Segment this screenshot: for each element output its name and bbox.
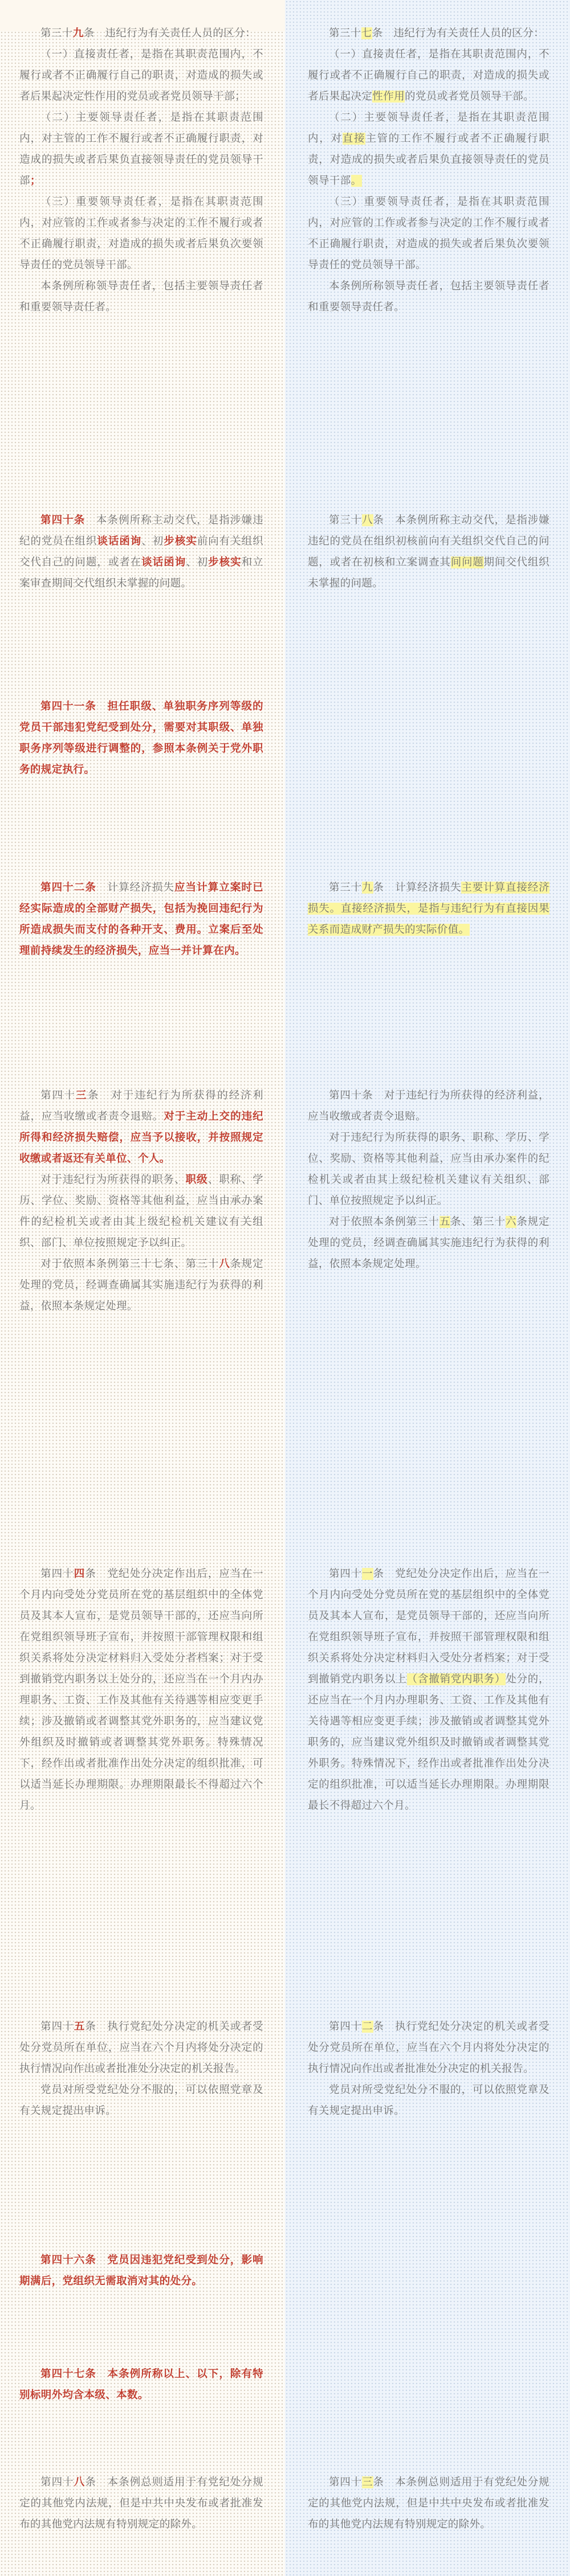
changed-number: 八 bbox=[74, 2476, 85, 2488]
paragraph bbox=[19, 1169, 263, 1254]
article-number-prefix: 第四十 bbox=[40, 1090, 76, 1101]
paragraph-text: 处分的，还应当在一个月内办理职务、工资、工作及其他有关待遇等相应变更手续；涉及撤销或者调整其党外职务的，应当建议党外组织及时撤销或者调整其党外职务。特殊情况下，经作出或者批准作出处分决定的组织批准，可以适当延长办理期限。办理期限最长不得超过六个月。 bbox=[308, 1673, 549, 1812]
right-article-38 bbox=[285, 510, 570, 594]
changed-text: 应当计算立案时已经实际造成的全部财产损失，包括为挽回违纪行为所造成损失而支付的各种开支、费用。立案后至处理前持续发生的经济损失，应当一并计算在内。 bbox=[19, 882, 263, 957]
paragraph bbox=[19, 1563, 263, 1816]
changed-text: 谈话函询 bbox=[141, 556, 186, 568]
changed-number: 三 bbox=[76, 1090, 88, 1101]
left-article-39 bbox=[0, 23, 285, 318]
article-heading-paragraph bbox=[19, 23, 263, 44]
left-article-42 bbox=[0, 877, 285, 961]
left-article-44 bbox=[0, 1563, 285, 1816]
paragraph-text: 条 计算经济损失 bbox=[373, 882, 462, 894]
added-paragraph: 第四十六条 党员因违犯党纪受到处分，影响期满后，党组织无需取消对其的处分。 bbox=[19, 2254, 263, 2287]
article-number-prefix: 第三十 bbox=[329, 882, 363, 894]
paragraph bbox=[308, 23, 549, 44]
paragraph-text: 、职称、学历、学位、奖励、资格等其他利益，应当由承办案件的纪检机关或者由其上级纪检机关建议有关组织、部门、单位按照规定予以纠正。 bbox=[19, 1174, 263, 1249]
paragraph bbox=[308, 44, 549, 107]
paragraph: 本条例所称领导责任者，包括主要领导责任者和重要领导责任者。 bbox=[19, 280, 263, 313]
article-number-prefix: 第四十 bbox=[40, 2021, 74, 2033]
changed-text: 步核实 bbox=[208, 556, 242, 568]
changed-number: 七 bbox=[361, 27, 372, 39]
left-article-40 bbox=[0, 510, 285, 594]
paragraph: 党员对所受党纪处分不服的，可以依照党章及有关规定提出申诉。 bbox=[19, 2084, 263, 2117]
right-article-39 bbox=[285, 877, 570, 940]
paragraph bbox=[308, 877, 549, 940]
paragraph-text: 条 执行党纪处分决定的机关或者受处分党员所在单位，应当在六个月内将处分决定的执行情况向作出或者批准处分决定的机关报告。 bbox=[19, 2021, 264, 2075]
paragraph-text: 和立案审查期间交代组织未掌握的问题。 bbox=[19, 556, 263, 589]
paragraph bbox=[308, 2016, 549, 2079]
highlighted-text: 性作用 bbox=[372, 91, 405, 103]
paragraph-text: 对于依照本条例第三十七条 bbox=[40, 1258, 174, 1270]
article-heading-text: 条 违纪行为有关责任人员的区分： bbox=[372, 27, 545, 39]
paragraph bbox=[308, 2472, 549, 2535]
right-article-42 bbox=[285, 2016, 570, 2122]
paragraph-text: （二）主要领导责任者，是指在其职责范围内，对主管的工作不履行或者不正确履行职责，对造成的损失或者后果负直接领导责任的党员领导干部 bbox=[19, 112, 263, 187]
highlighted-text: 直接 bbox=[342, 133, 366, 145]
paragraph-text: 对于违纪行为所获得的职务、 bbox=[40, 1174, 186, 1186]
right-article-43 bbox=[285, 2472, 570, 2535]
left-article-41 bbox=[0, 696, 285, 780]
article-heading-text: 条 违纪行为有关责任人员的区分： bbox=[83, 27, 256, 39]
paragraph-text: 、初 bbox=[186, 556, 209, 568]
paragraph-text: 主管的工作不履行或者不正确履行职责，对造成的损失或者后果负直接领导责任的党员领导干部 bbox=[308, 133, 549, 187]
paragraph-text: 对于依照本条例第三十 bbox=[329, 1216, 439, 1228]
paragraph-text: 条 执行党纪处分决定的机关或者受处分党员所在单位，应当在六个月内将处分决定的执行情况向作出或者批准处分决定的机关报告。 bbox=[308, 2021, 549, 2075]
changed-number: 五 bbox=[439, 1216, 451, 1228]
article-number-prefix: 第四十 bbox=[329, 1568, 363, 1580]
paragraph-text: 、初 bbox=[141, 535, 164, 547]
paragraph-text: 条 党纪处分决定作出后，应当在一个月内向受处分党员所在党的基层组织中的全体党员及其本人宣布，是党员领导干部的，还应当向所在党组织领导班子宣布，并按照干部管理权限和组织关系将处分决定材料归入受处分者档案；对于受到撤销党内职务以上处分的，还应当在一个月内办理职务、工资、工作及其他有关待遇等相应变更手续；涉及撤销或者调整其党外职务的，应当建议党外组织及时撤销或者调整其党外职务。特殊情况下，经作出或者批准作出处分决定的组织批准，可以适当延长办理期限。办理期限最长不得超过六个月。 bbox=[19, 1568, 264, 1812]
left-article-48 bbox=[0, 2472, 285, 2535]
left-article-46 bbox=[0, 2250, 285, 2292]
changed-number: 四 bbox=[74, 1568, 85, 1580]
article-number: 第四十二条 bbox=[40, 882, 96, 894]
article-number-prefix: 第四十 bbox=[40, 1568, 74, 1580]
paragraph bbox=[19, 2016, 263, 2079]
right-article-40 bbox=[285, 1085, 570, 1275]
paragraph: 对于违纪行为所获得的职务、职称、学历、学位、奖励、资格等其他利益，应当由承办案件的纪检机关或者由其上级纪检机关建议有关组织、部门、单位按照规定予以纠正。 bbox=[308, 1132, 549, 1207]
paragraph: 本条例所称领导责任者，包括主要领导责任者和重要领导责任者。 bbox=[308, 280, 549, 313]
highlighted-text: 。 bbox=[351, 175, 362, 187]
added-text: 对于主动上交的违纪所得和经济损失赔偿，应当予以接收，并按照规定收缴或者返还有关单位、个人。 bbox=[19, 1111, 263, 1165]
added-paragraph: 第四十七条 本条例所称以上、以下，除有特别标明外均含本级、本数。 bbox=[19, 2368, 263, 2401]
paragraph-text: 条 党纪处分决定作出后，应当在一个月内向受处分党员所在党的基层组织中的全体党员及其本人宣布，是党员领导干部的，还应当向所在党组织领导班子宣布，并按照干部管理权限和组织关系将处分决定材料归入受处分者档案；对于受到撤销党内职务以上 bbox=[308, 1568, 549, 1685]
changed-number: 六 bbox=[505, 1216, 517, 1228]
paragraph bbox=[19, 1254, 263, 1317]
paragraph bbox=[308, 1211, 549, 1275]
right-article-41 bbox=[285, 1563, 570, 1816]
highlighted-text: 间问题 bbox=[450, 556, 484, 568]
paragraph-text: 条、第三十 bbox=[450, 1216, 506, 1228]
paragraph-text: 计算经济损失 bbox=[96, 882, 175, 894]
paragraph-text: （二）主要领导责任者，是指在其职责范围内，对 bbox=[308, 112, 549, 145]
paragraph bbox=[308, 1563, 549, 1816]
changed-text: 步核实 bbox=[164, 535, 197, 547]
paragraph: （三）重要领导责任者，是指在其职责范围内，对应管的工作或者参与决定的工作不履行或者不正确履行职责，对造成的损失或者后果负次要领导责任的党员领导干部。 bbox=[19, 196, 263, 271]
changed-text: 谈话函询 bbox=[97, 535, 142, 547]
article-number-prefix: 第三十 bbox=[40, 27, 73, 39]
paragraph bbox=[19, 107, 263, 191]
right-article-37 bbox=[285, 23, 570, 318]
changed-number: 二 bbox=[362, 2021, 373, 2033]
highlighted-text: 主要计算直接经济损失。直接经济损失，是指与违纪行为有直接因果关系而造成财产损失的实际价值。 bbox=[308, 882, 549, 936]
added-text: 职级 bbox=[185, 1174, 208, 1186]
changed-punctuation: ； bbox=[30, 175, 41, 187]
highlighted-text: （含撤销党内职务） bbox=[406, 1673, 506, 1685]
paragraph bbox=[308, 107, 549, 191]
left-article-45 bbox=[0, 2016, 285, 2122]
paragraph bbox=[19, 2472, 263, 2535]
article-number-prefix: 第三十 bbox=[329, 514, 363, 526]
paragraph-text: 前向有关组织交代自己的问题，或者在 bbox=[19, 535, 263, 568]
paragraph-text: 条 本条例总则适用于有党纪处分规定的其他党内法规，但是中共中央发布或者批准发布的其他党内法规有特别规定的除外。 bbox=[308, 2476, 549, 2530]
changed-number: 九 bbox=[362, 882, 373, 894]
article-number-prefix: 第四十 bbox=[40, 2476, 74, 2488]
article-number-prefix: 第四十 bbox=[329, 2021, 363, 2033]
paragraph bbox=[308, 510, 549, 594]
left-article-43 bbox=[0, 1085, 285, 1317]
changed-number: 九 bbox=[72, 27, 84, 39]
changed-number: 三 bbox=[362, 2476, 373, 2488]
article-number: 第四十条 bbox=[40, 514, 85, 526]
paragraph-text: 本条例所称主动交代，是指涉嫌违纪的党员在组织 bbox=[19, 514, 263, 547]
paragraph-text: 、第三十 bbox=[174, 1258, 219, 1270]
left-article-47 bbox=[0, 2364, 285, 2406]
paragraph bbox=[19, 877, 263, 961]
paragraph-text: 条规定处理的党员，经调查确属其实施违纪行为获得的利益，依照本条规定处理。 bbox=[308, 1216, 549, 1270]
article-number-prefix: 第三十 bbox=[329, 27, 361, 39]
changed-number: 八 bbox=[362, 514, 373, 526]
paragraph: 第四十条 对于违纪行为所获得的经济利益，应当收缴或者责令退赔。 bbox=[308, 1090, 549, 1123]
changed-number: 一 bbox=[362, 1568, 373, 1580]
paragraph-text: 期间交代组织未掌握的问题。 bbox=[308, 556, 550, 589]
paragraph bbox=[19, 1085, 263, 1169]
added-paragraph: 第四十一条 担任职级、单独职务序列等级的党员干部违犯党纪受到处分，需要对其职级、单独职务序列等级进行调整的，参照本条例关于党外职务的规定执行。 bbox=[19, 701, 263, 776]
paragraph: （一）直接责任者，是指在其职责范围内，不履行或者不正确履行自己的职责，对造成的损失或者后果起决定性作用的党员或者党员领导干部； bbox=[19, 48, 263, 103]
paragraph-text: 条 本条例所称主动交代，是指涉嫌违纪的党员在组织初核前向有关组织交代自己的问题，或者在初核和立案调查其 bbox=[308, 514, 549, 568]
paragraph-text: 的党员或者党员领导干部。 bbox=[405, 91, 534, 103]
paragraph-text: 条规定处理的党员，经调查确属其实施违纪行为获得的利益，依照本条规定处理。 bbox=[19, 1258, 264, 1312]
old-version-column bbox=[285, 0, 570, 2576]
paragraph-text: （一）直接责任者，是指在其职责范围内，不履行或者不正确履行自己的职责，对造成的损失或者后果起决定 bbox=[308, 48, 549, 103]
paragraph-text: 条 对于违纪行为所获得的经济利益，应当收缴或者责令退赔。 bbox=[19, 1090, 263, 1123]
paragraph bbox=[19, 510, 263, 594]
paragraph-text: 条 本条例总则适用于有党纪处分规定的其他党内法规，但是中共中央发布或者批准发布的其他党内法规有特别规定的除外。 bbox=[19, 2476, 264, 2530]
changed-number: 八 bbox=[219, 1258, 230, 1270]
article-number-prefix: 第四十 bbox=[329, 2476, 363, 2488]
changed-number: 五 bbox=[74, 2021, 85, 2033]
paragraph: 党员对所受党纪处分不服的，可以依照党章及有关规定提出申诉。 bbox=[308, 2084, 549, 2117]
paragraph: （三）重要领导责任者，是指在其职责范围内，对应管的工作或者参与决定的工作不履行或者不正确履行职责，对造成的损失或者后果负次要领导责任的党员领导干部。 bbox=[308, 196, 549, 271]
